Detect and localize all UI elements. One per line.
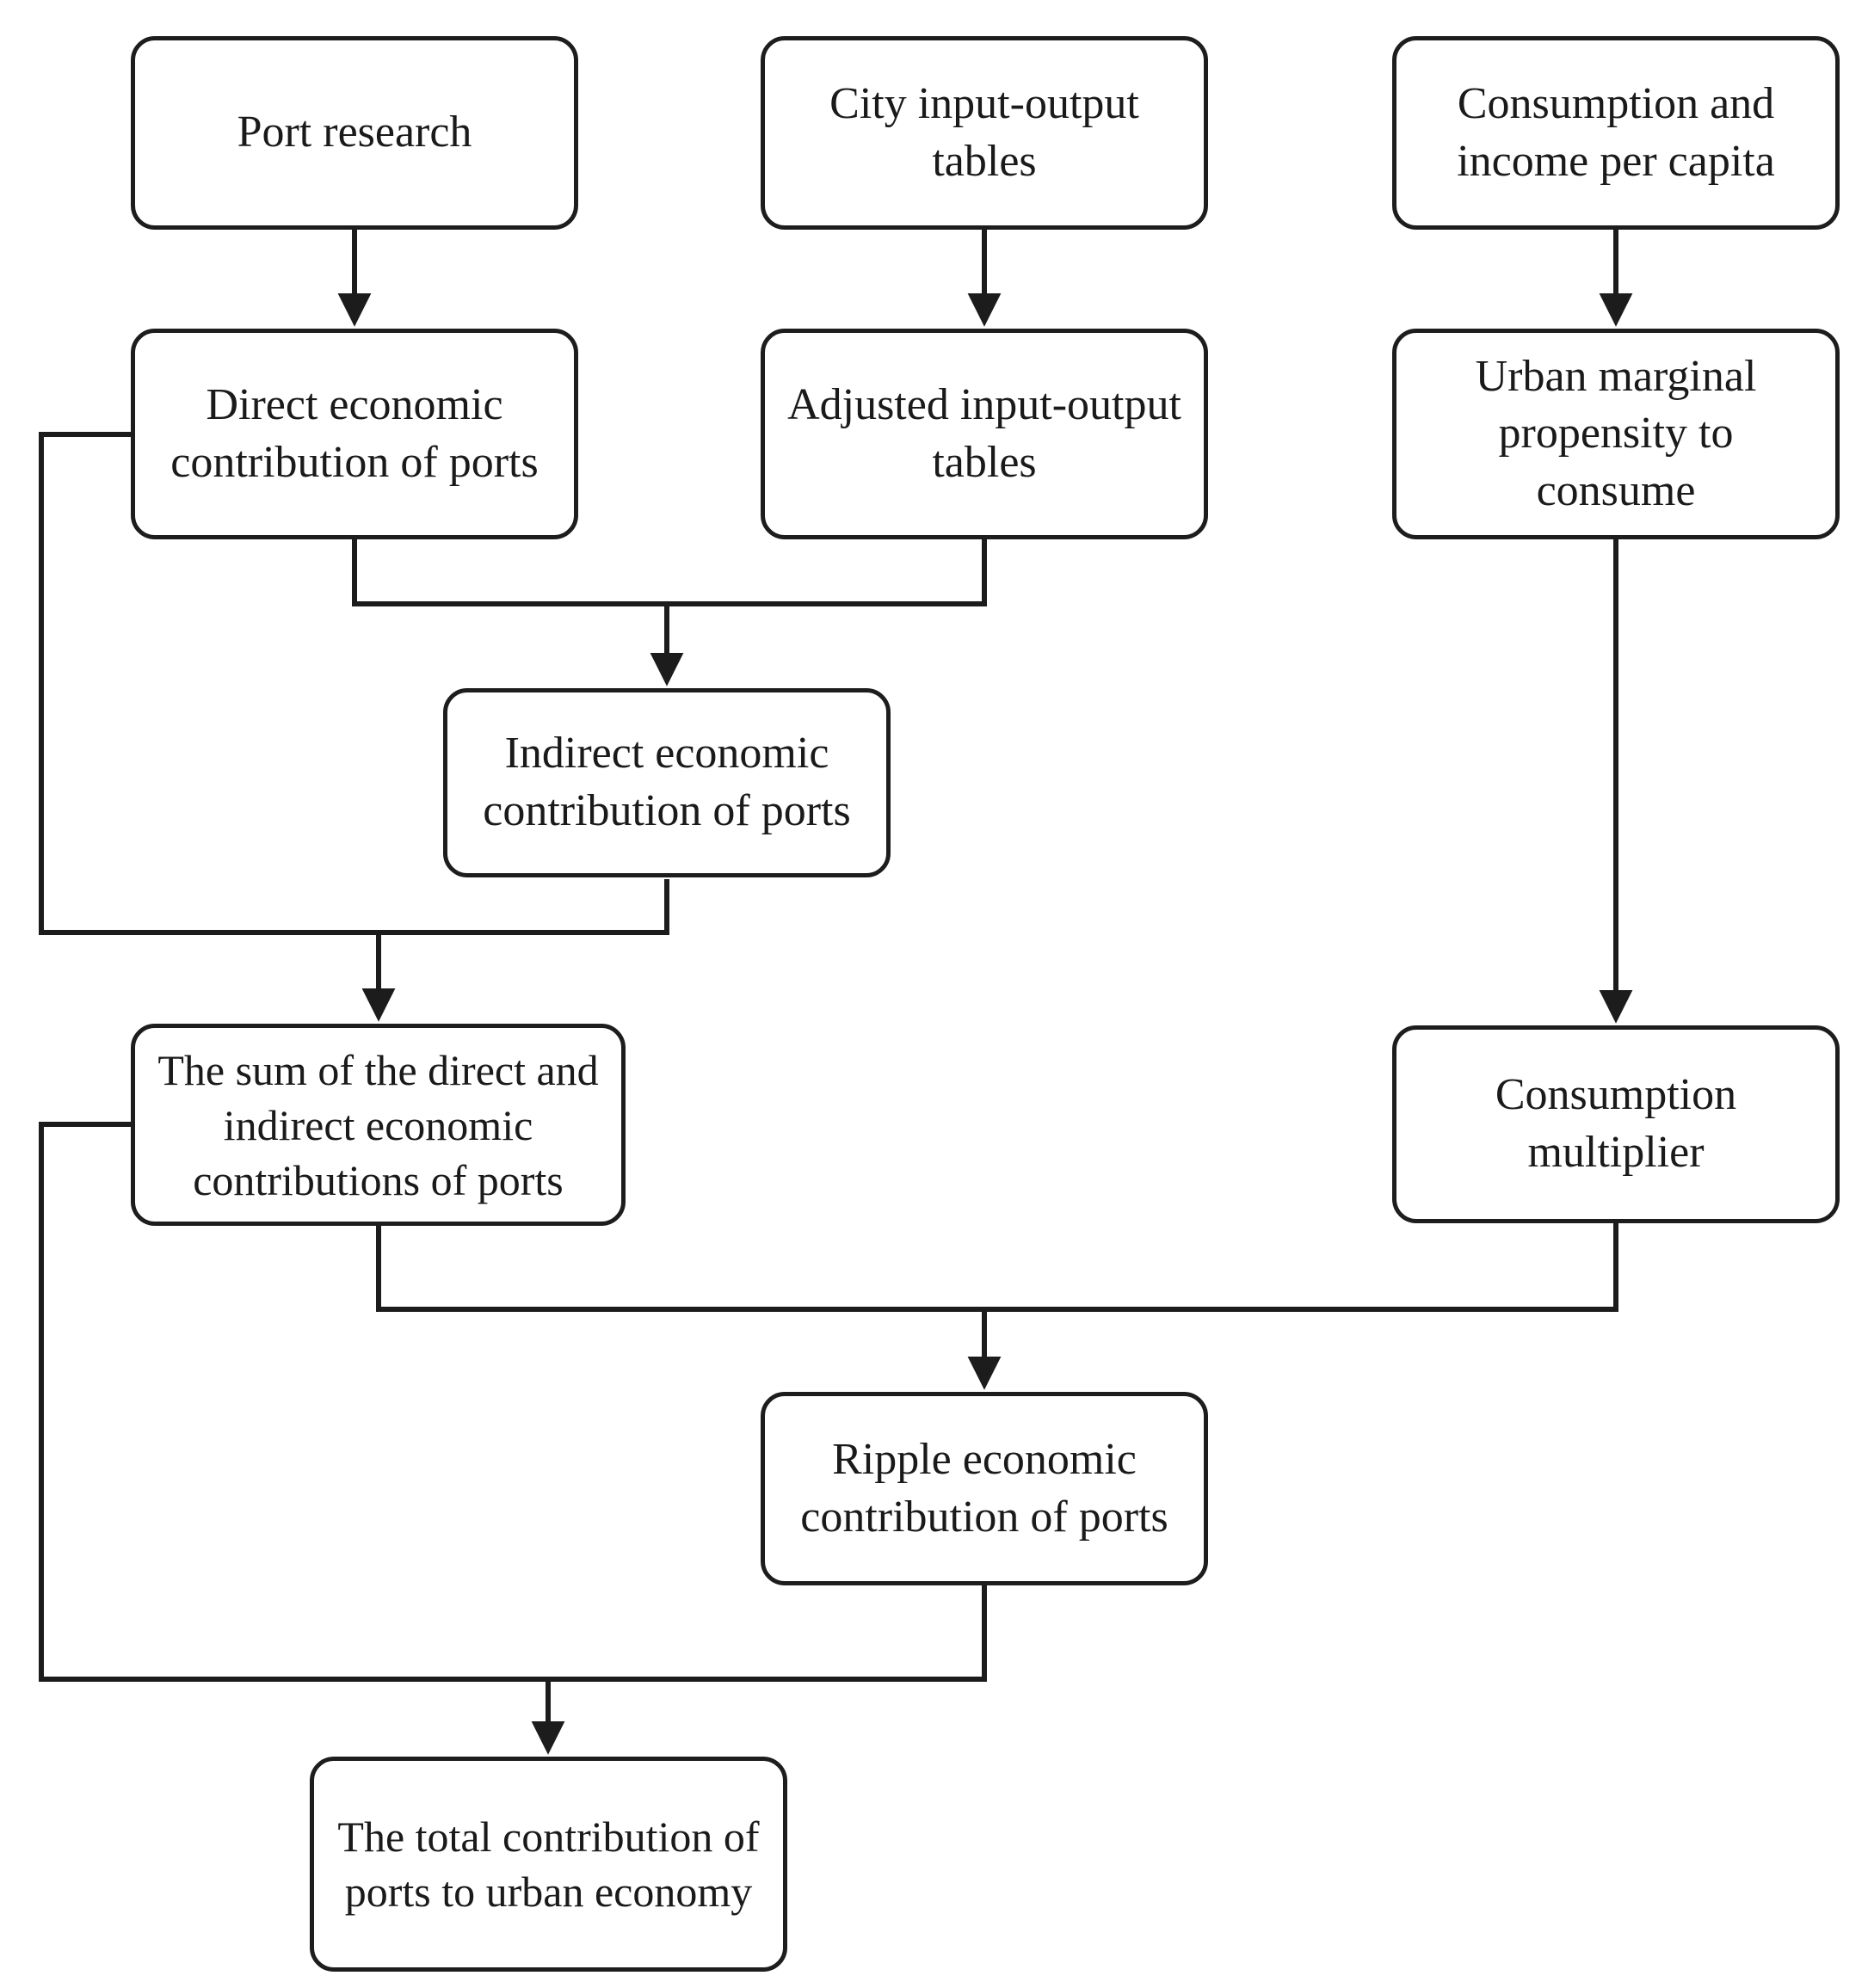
node-adjusted-input-output-tables xyxy=(761,329,1208,539)
node-label: Ripple economic contribution of ports xyxy=(800,1434,1168,1542)
connector-sum-and-multiplier-merge xyxy=(379,1223,1616,1309)
node-label: Consumption multiplier xyxy=(1495,1070,1737,1177)
node-sum-of-direct-and-indirect-contributions xyxy=(131,1024,626,1226)
node-label: City input-output tables xyxy=(829,78,1139,186)
connector-direct-and-adjusted-merge xyxy=(354,539,984,604)
node-indirect-economic-contribution xyxy=(443,688,891,877)
node-label: Adjusted input-output tables xyxy=(787,379,1181,487)
node-city-input-output-tables xyxy=(761,36,1208,230)
node-total-contribution-to-urban-economy xyxy=(310,1757,787,1972)
node-label: Urban marginal propensity to consume xyxy=(1475,351,1757,515)
node-direct-economic-contribution xyxy=(131,329,578,539)
node-urban-marginal-propensity-to-consume xyxy=(1392,329,1840,539)
node-consumption-multiplier xyxy=(1392,1025,1840,1223)
node-label: Consumption and income per capita xyxy=(1457,78,1775,186)
node-label: Indirect economic contribution of ports xyxy=(483,729,851,835)
node-label: Direct economic contribution of ports xyxy=(170,379,539,487)
node-ripple-economic-contribution xyxy=(761,1392,1208,1585)
node-consumption-and-income-per-capita xyxy=(1392,36,1840,230)
node-label: The total contribution of ports to urban economy xyxy=(337,1813,760,1916)
node-label: Port research xyxy=(237,108,472,157)
node-port-research xyxy=(131,36,578,230)
node-label: The sum of the direct and indirect economic contributions of ports xyxy=(157,1045,599,1204)
